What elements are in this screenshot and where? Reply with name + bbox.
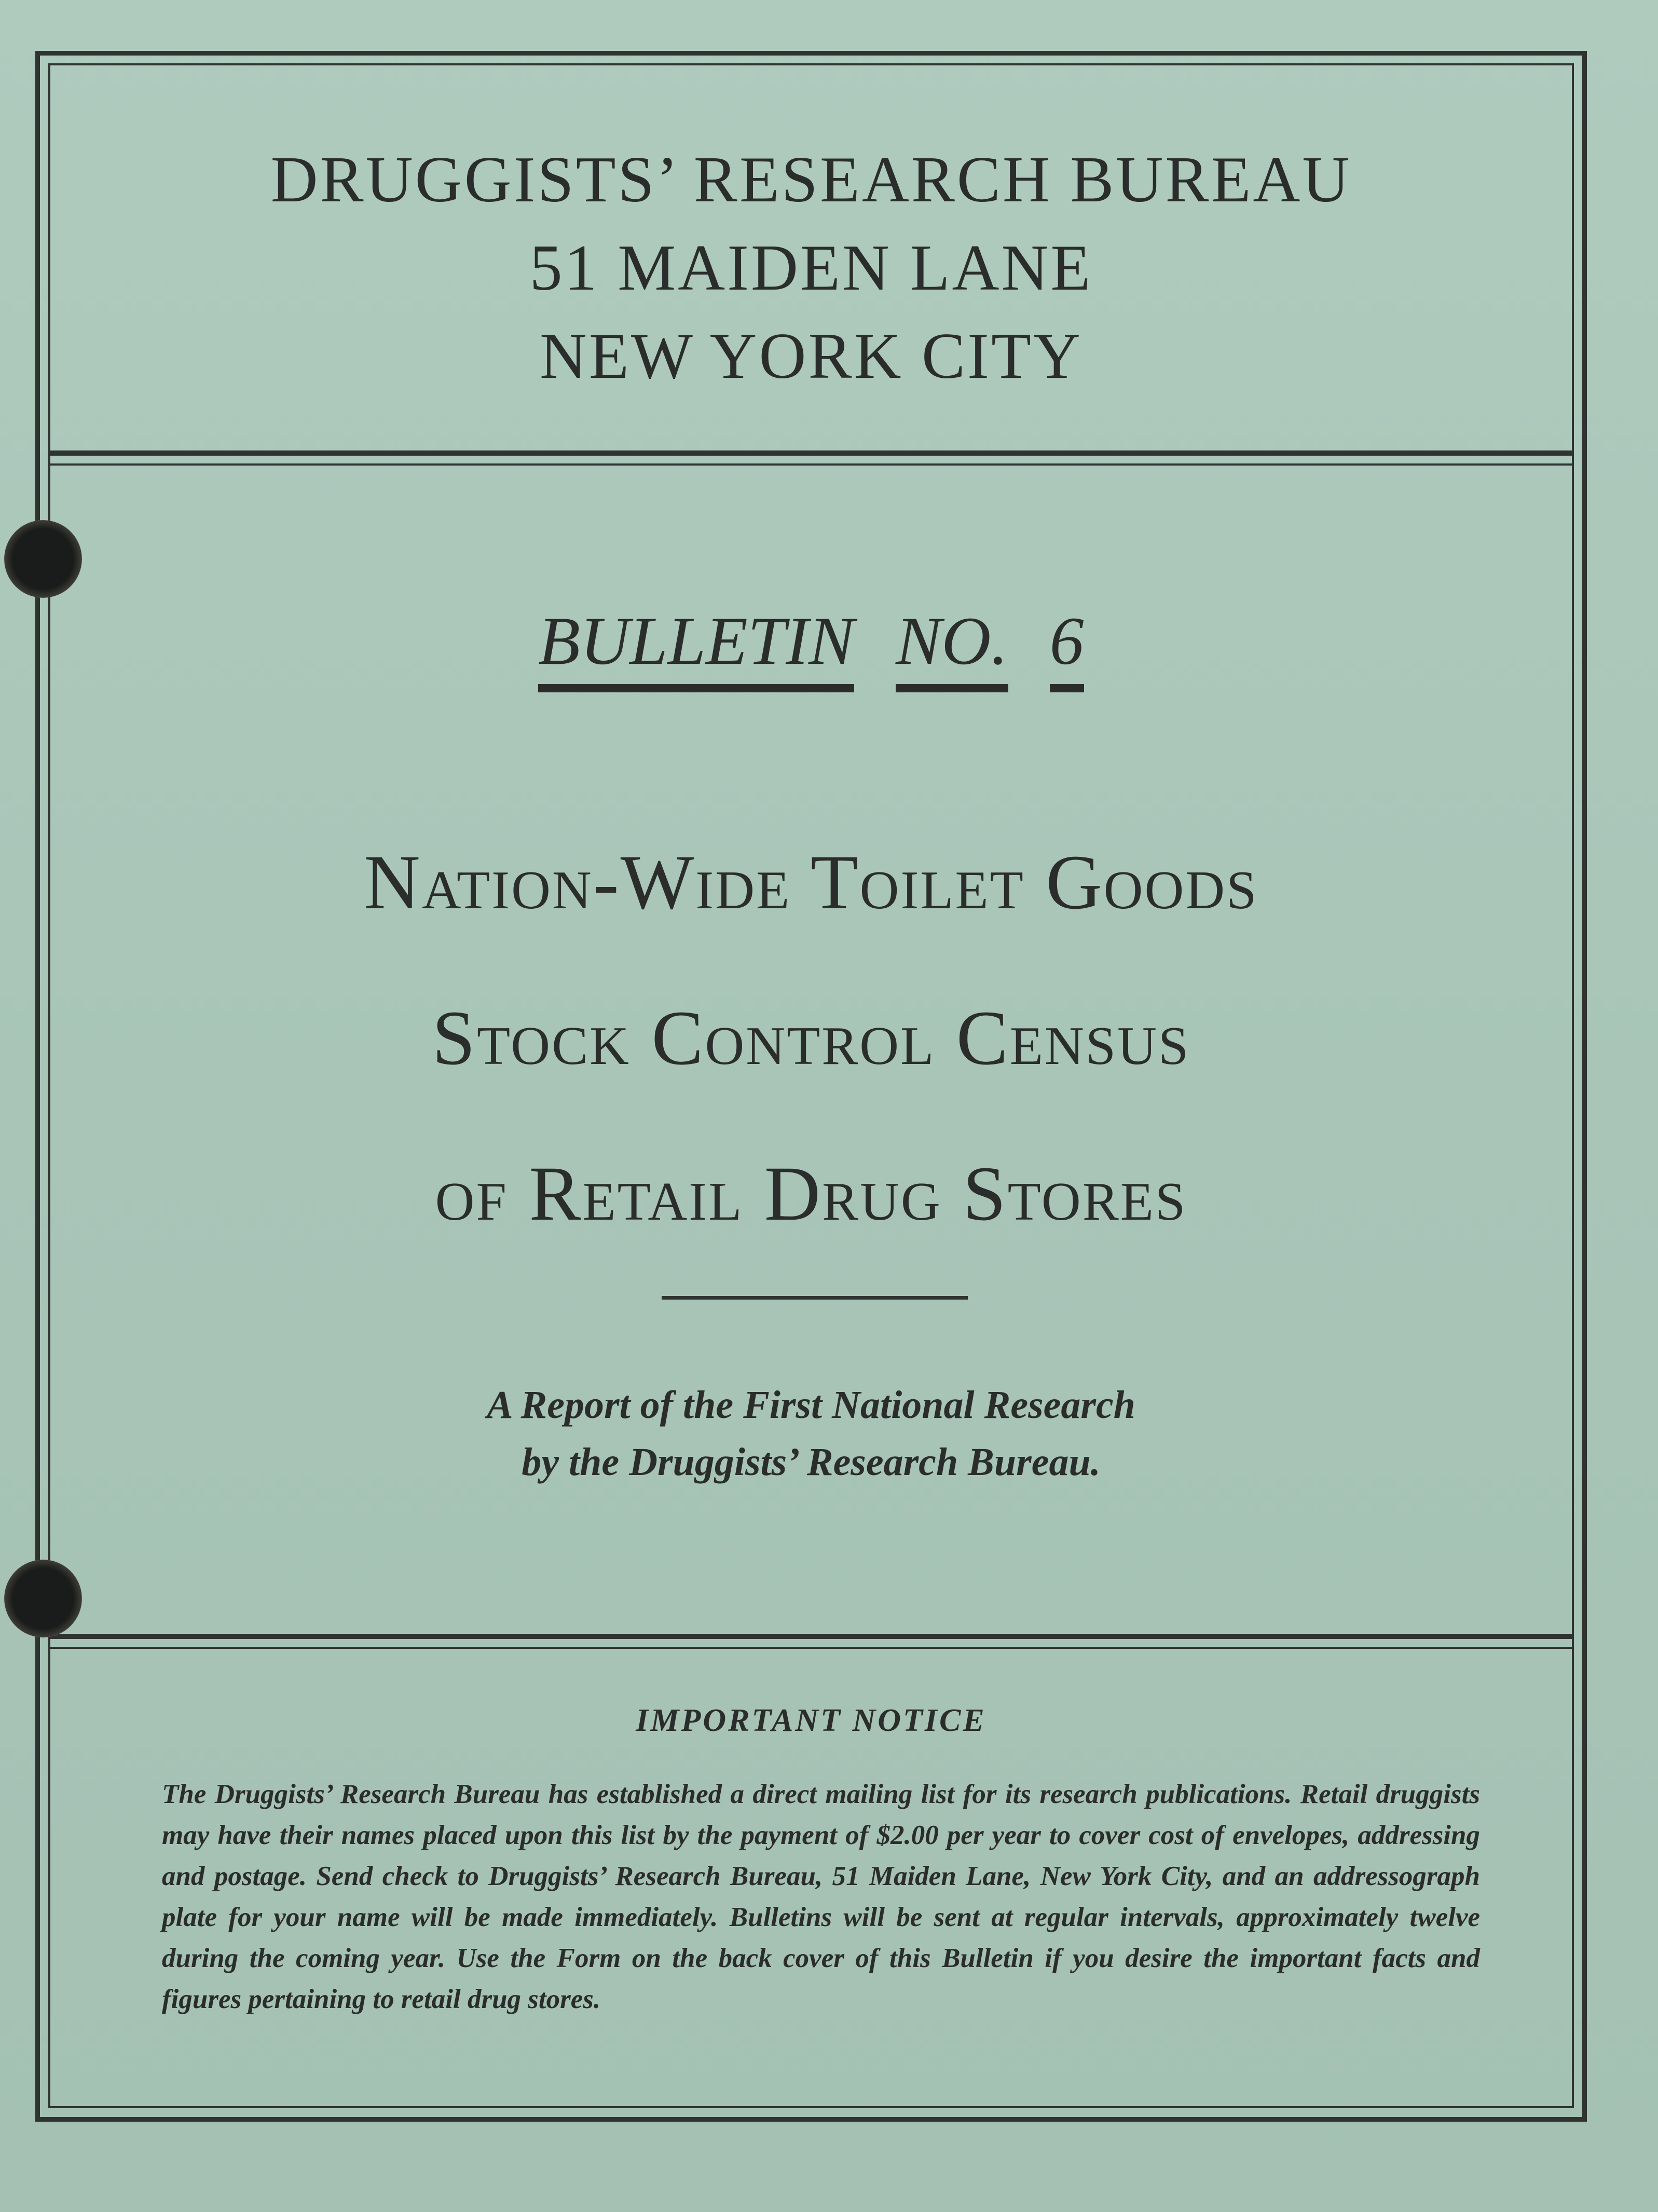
title-line-3: of Retail Drug Stores (435, 1151, 1187, 1237)
header-divider-thin (48, 463, 1574, 466)
publisher-address: 51 MAIDEN LANE (529, 232, 1093, 304)
notice-divider-thick (48, 1634, 1574, 1639)
title-rule (662, 1296, 968, 1300)
subtitle-block (48, 1376, 1574, 1491)
subtitle-line-2: by the Druggists’ Research Bureau. (522, 1440, 1101, 1484)
bulletin-heading (48, 602, 1574, 692)
notice-title: IMPORTANT NOTICE (636, 1703, 986, 1738)
header-divider-thick (48, 450, 1574, 456)
title-line-1: Nation-Wide Toilet Goods (364, 839, 1258, 925)
notice-divider-thin (48, 1647, 1574, 1649)
title-block (48, 804, 1574, 1272)
title-line-2: Stock Control Census (432, 995, 1190, 1081)
publisher-city: NEW YORK CITY (540, 320, 1083, 392)
binder-hole-top (4, 520, 82, 598)
bulletin-word: BULLETIN (538, 602, 854, 692)
publisher-name: DRUGGISTS’ RESEARCH BUREAU (270, 144, 1352, 216)
notice-body: The Druggists’ Research Bureau has established a direct mailing list for its research publications. Retail druggists may have their names placed upon this list by the payment of $2.00 per year to cover cost of envelopes, addressing and postage. Send check to Druggists’ Research Bureau, 51 Maiden Lane, New York City, and an addressograph plate for your name will be made immediately. Bulletins will be sent at regular intervals, approximately twelve during the coming year. Use the Form on the back cover of this Bulletin if you desire the important facts and figures pertaining to retail drug stores. (162, 1779, 1480, 2014)
bulletin-no: NO. (896, 602, 1008, 692)
notice-heading-wrap (48, 1702, 1574, 1739)
header-block (48, 136, 1574, 401)
bulletin-number: 6 (1050, 602, 1084, 692)
binder-hole-bottom (4, 1560, 82, 1637)
subtitle-line-1: A Report of the First National Research (487, 1383, 1135, 1427)
